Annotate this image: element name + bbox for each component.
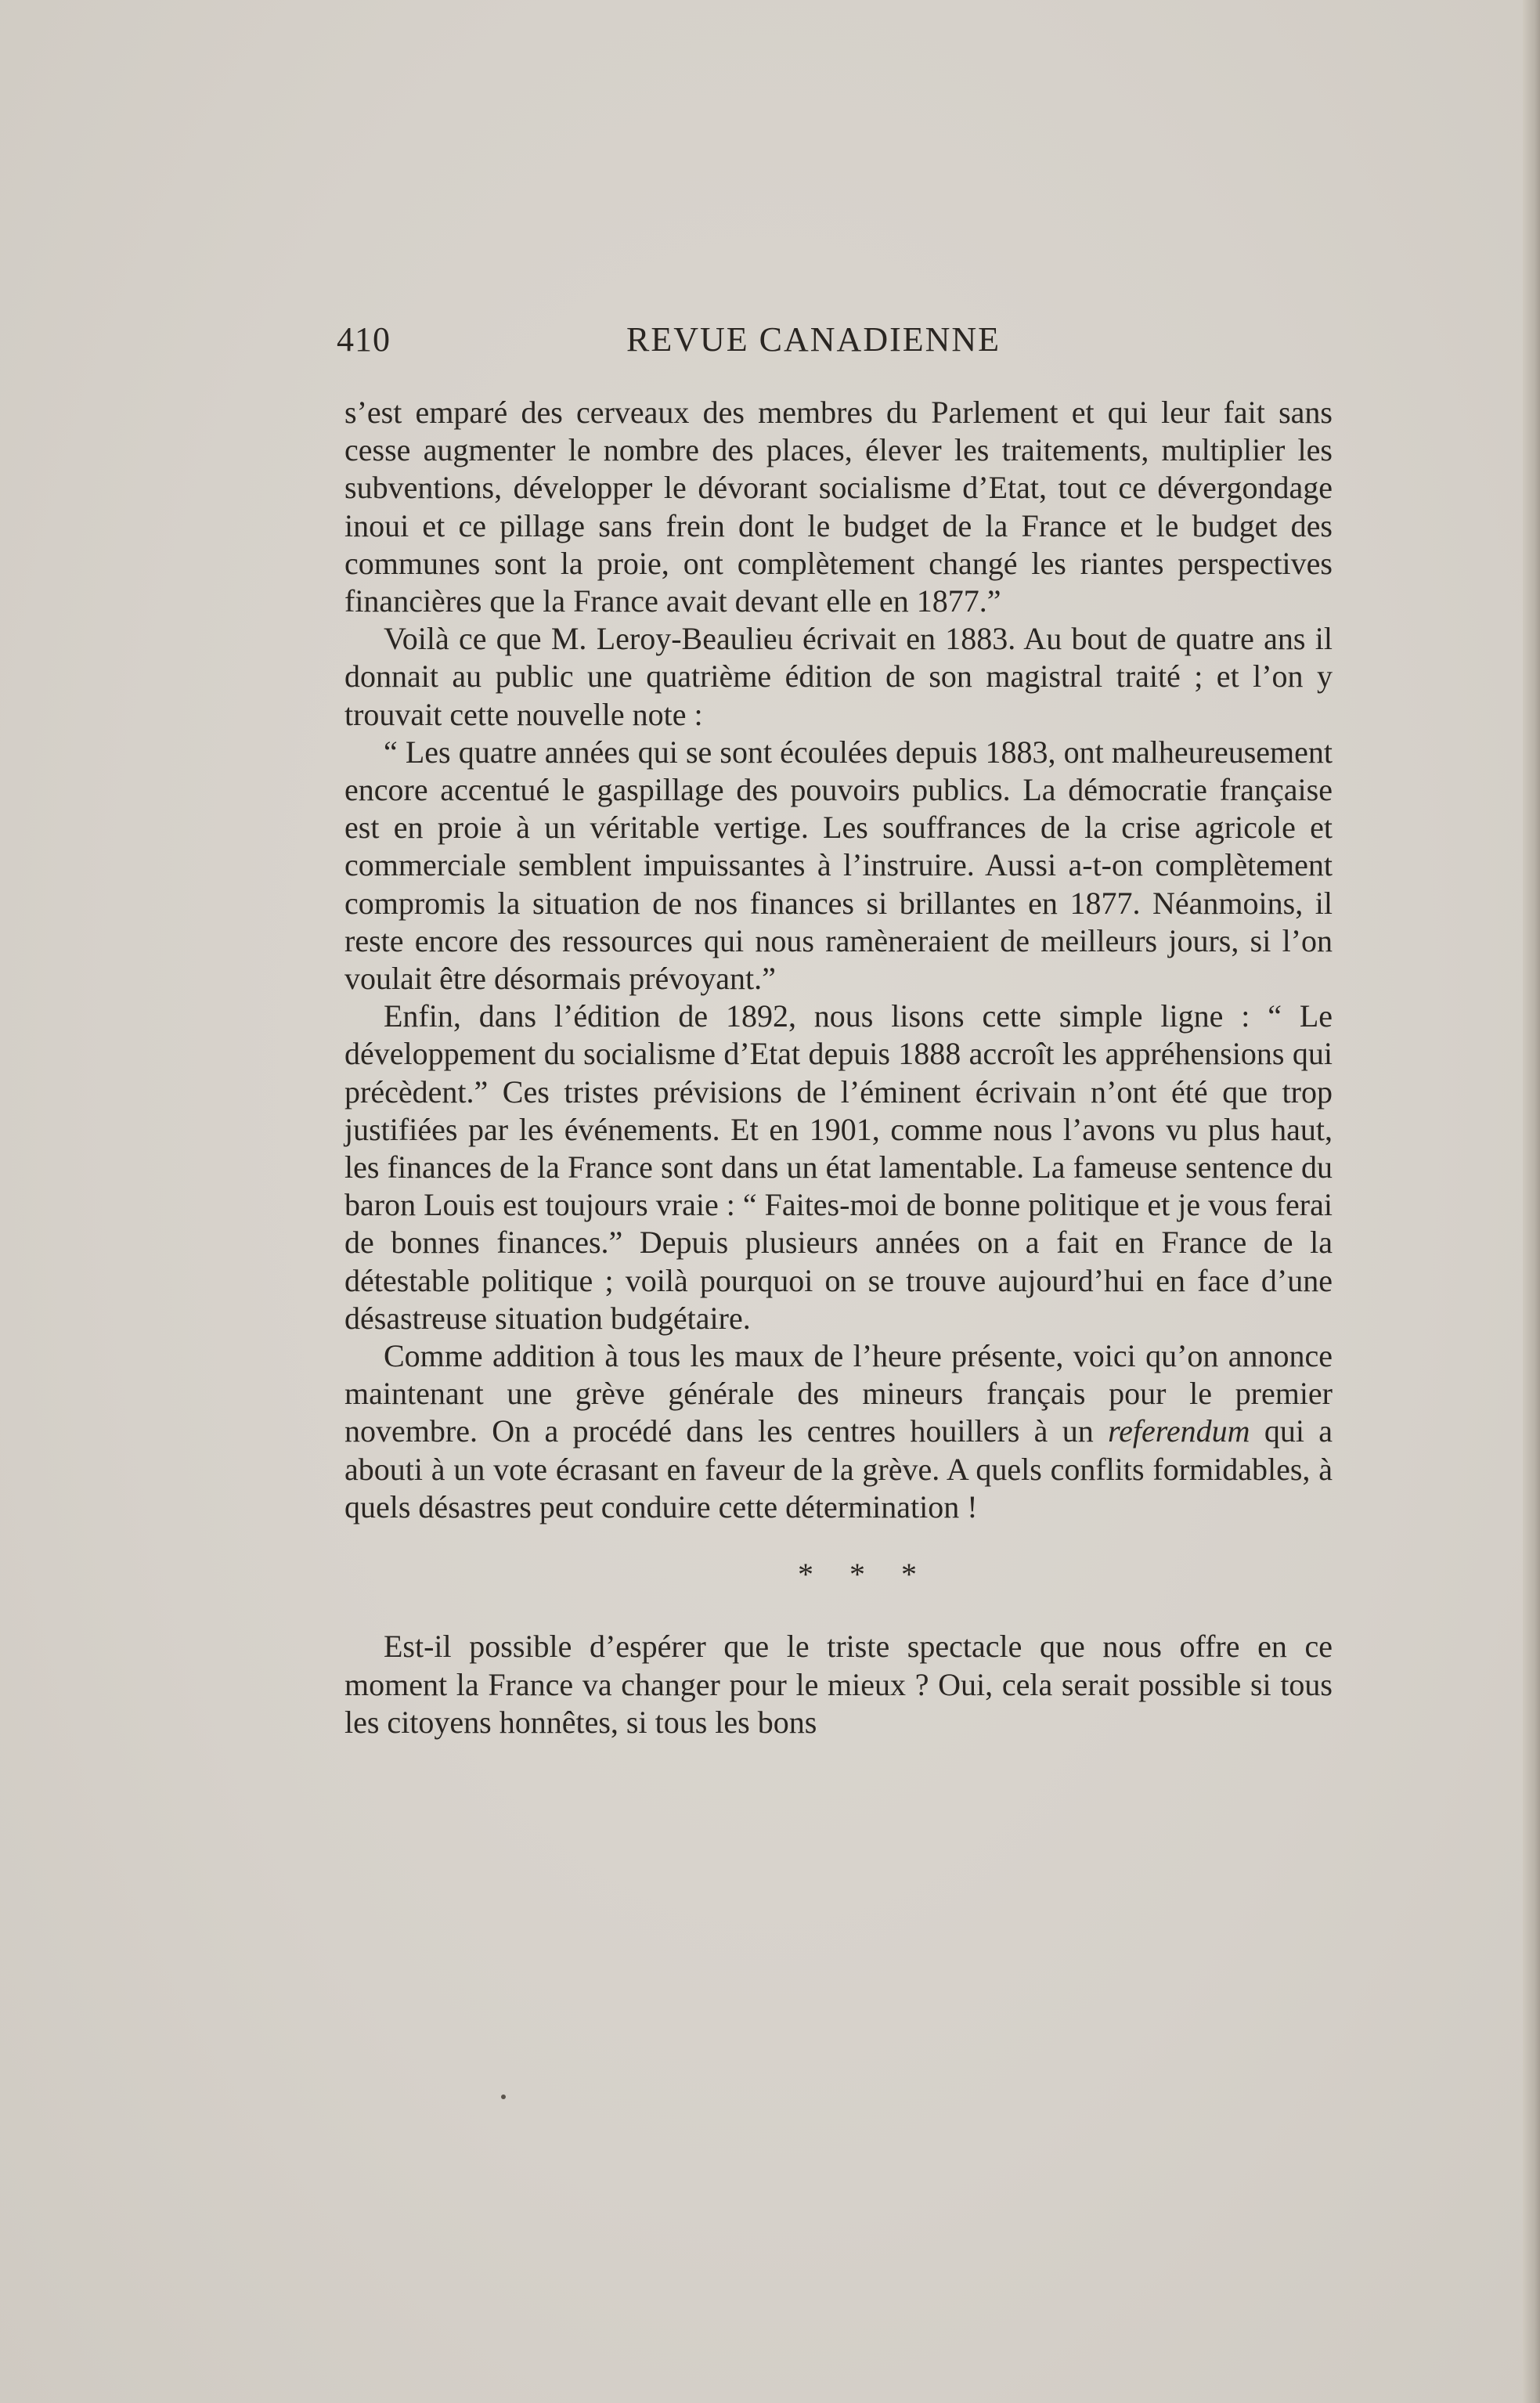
paragraph: Voilà ce que M. Leroy-Beaulieu écrivait en 1883. Au bout de quatre ans il donnait au public une quatrième édition de son magistral traité ; et l’on y trouvait cette nouvelle note : [344,621,1333,732]
section-break-asterism: * * * [798,1557,931,1593]
italic-term: referendum [1108,1413,1250,1449]
paragraph: Enfin, dans l’édition de 1892, nous lisons cette simple ligne : “ Le développement du socialisme d’Etat depuis 1888 accroît les appréhensions qui précèdent.” Ces tristes prévisions de l’éminent écrivain n’ont été que trop justifiées par les événements. Et en 1901, comme nous l’avons vu plus haut, les finances de la France sont dans un état lamentable. La fameuse sentence du baron Louis est toujours vraie : “ Faites-moi de bonne politique et je vous ferai de bonnes finances.” Depuis plusieurs années on a fait en France de la détestable politique ; voilà pourquoi on se trouve aujourd’hui en face d’une désastreuse situation budgétaire. [344,998,1333,1336]
journal-title: REVUE CANADIENNE [626,320,1001,359]
page-number: 410 [337,320,391,359]
paper-speck [501,2095,506,2099]
paragraph [344,1337,1333,1526]
body-text [344,394,1333,1741]
paragraph-text: Comme addition à tous les maux de l’heure présente, voici qu’on annonce maintenant une grève générale des mineurs français pour le premier novembre. On a procédé dans les centres houillers à un [344,1338,1333,1449]
paragraph: Est-il possible d’espérer que le triste spectacle que nous offre en ce moment la France va changer pour le mieux ? Oui, cela serait possible si tous les citoyens honnêtes, si tous les bons [344,1629,1333,1740]
page-edge-shadow [1523,0,1540,2403]
paragraph-quotation: “ Les quatre années qui se sont écoulées depuis 1883, ont malheureusement encore accentué le gaspillage des pouvoirs publics. La démocratie française est en proie à un véritable vertige. Les souffrances de la crise agricole et commerciale semblent impuissantes à l’instruire. Aussi a-t-on complètement compromis la situation de nos finances si brillantes en 1877. Néanmoins, il reste encore des ressources qui nous ramèneraient de meilleurs jours, si l’on voulait être désormais prévoyant.” [344,734,1333,997]
running-head [337,319,1053,363]
paragraph-text: qui a abouti à un vote écrasant en faveur de la grève. A quels conflits formidables, à quels désastres peut conduire cette détermination ! [344,1413,1333,1524]
paragraph-continuation: s’est emparé des cerveaux des membres du Parlement et qui leur fait sans cesse augmenter le nombre des places, élever les traitements, multiplier les subventions, développer le dévorant socialisme d’Etat, tout ce dévergondage inoui et ce pillage sans frein dont le budget de la France et le budget des communes sont la proie, ont complètement changé les riantes perspectives financières que la France avait devant elle en 1877.” [344,395,1333,619]
